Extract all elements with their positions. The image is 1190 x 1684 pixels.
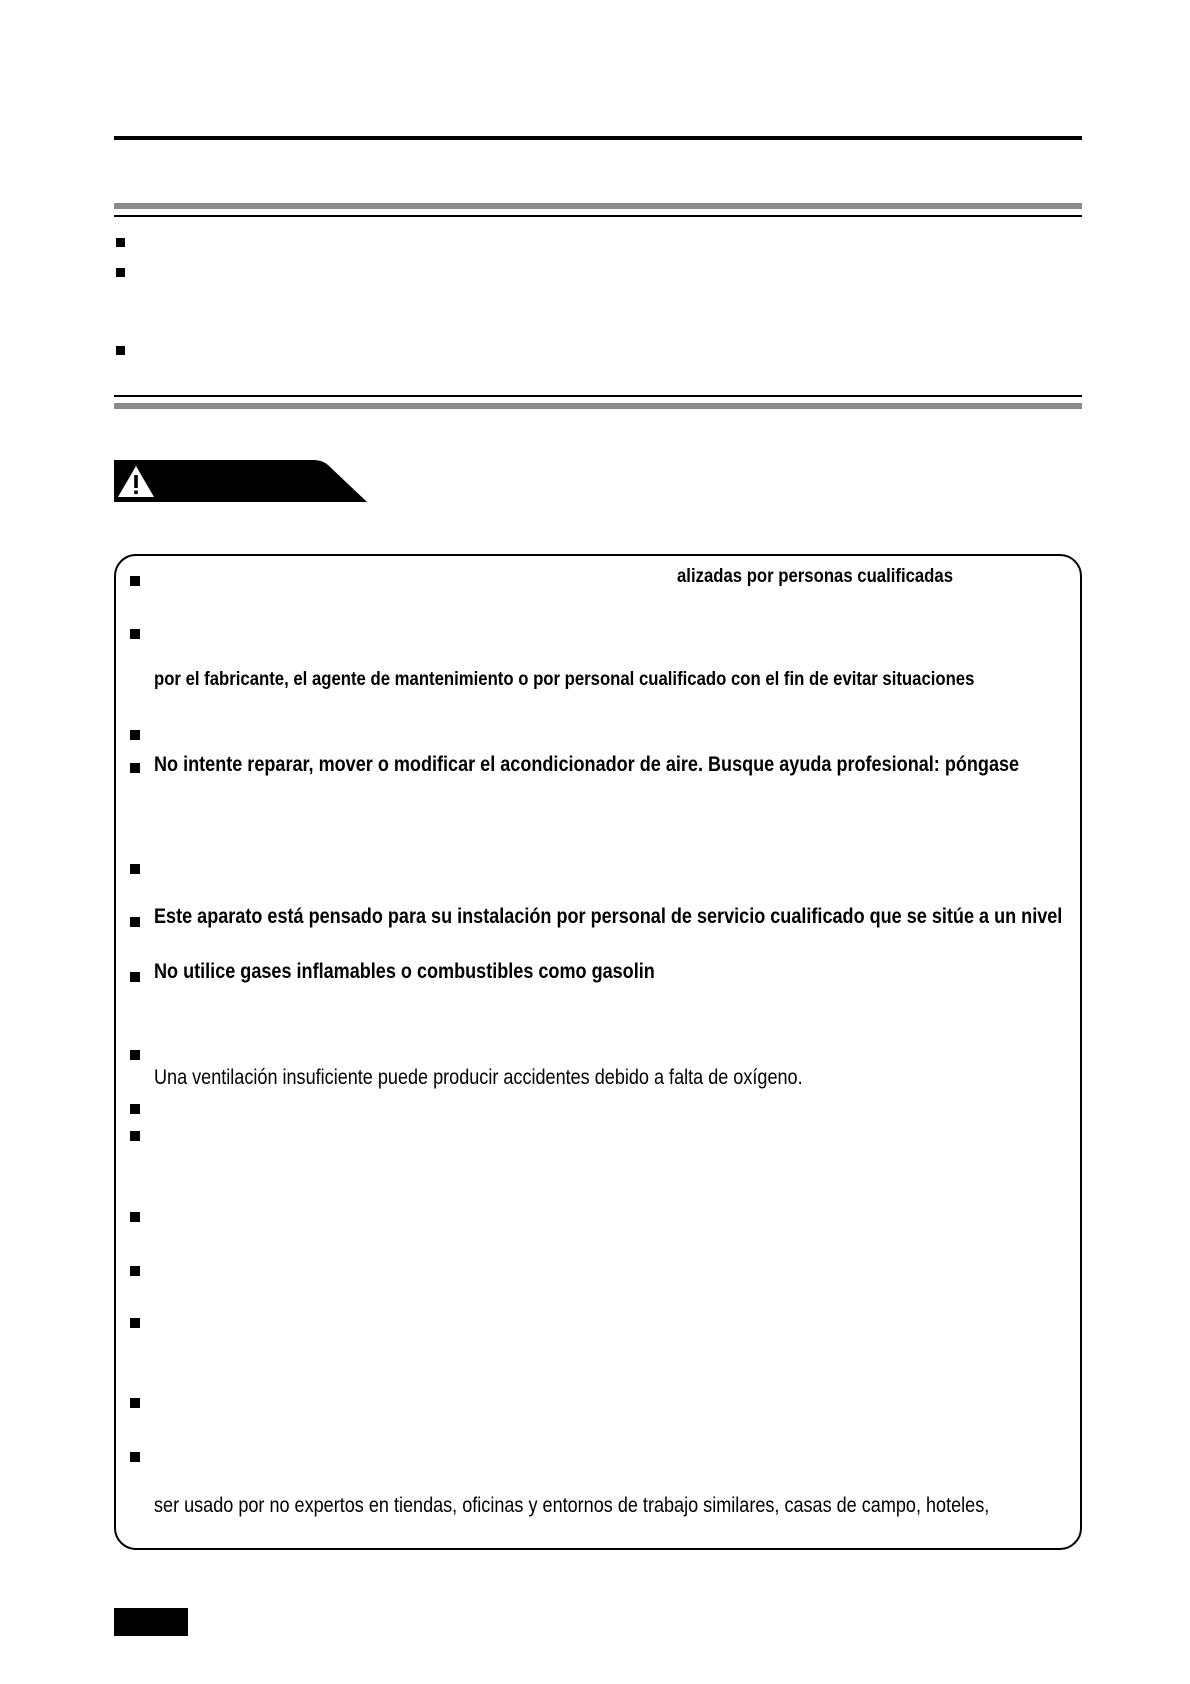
box-line-qualified-persons: alizadas por personas cualificadas — [677, 566, 954, 587]
box-bullet-13 — [130, 1318, 140, 1328]
box-bullet-3 — [130, 730, 140, 740]
box-bullet-7 — [130, 972, 140, 982]
box-bullet-11 — [130, 1212, 140, 1222]
box-line-flammable-gases: No utilice gases inflamables o combustibles como gasolin — [154, 960, 655, 983]
box-bullet-15 — [130, 1452, 140, 1462]
header-rule — [114, 136, 1082, 140]
section-rule-bottom-black — [114, 395, 1082, 397]
box-bullet-8 — [130, 1050, 140, 1060]
box-line-no-repair: No intente reparar, mover o modificar el acondicionador de aire. Busque ayuda profesional: póngase — [154, 753, 1020, 776]
warning-box — [114, 554, 1082, 1550]
box-bullet-4 — [130, 763, 140, 773]
box-bullet-2 — [130, 629, 140, 639]
box-bullet-12 — [130, 1266, 140, 1276]
box-bullet-1 — [130, 576, 140, 586]
box-bullet-10 — [130, 1131, 140, 1141]
box-bullet-6 — [130, 917, 140, 927]
section-rule-top-gray — [114, 203, 1082, 209]
top-bullet-2 — [116, 268, 125, 277]
box-line-non-experts: ser usado por no expertos en tiendas, oficinas y entornos de trabajo similares, casas de campo, hoteles, — [154, 1494, 990, 1517]
box-line-manufacturer: por el fabricante, el agente de mantenimiento o por personal cualificado con el fin de evitar situaciones — [154, 669, 975, 690]
page-number-block — [114, 1608, 188, 1636]
section-rule-bottom-gray — [114, 403, 1082, 409]
box-line-ventilation: Una ventilación insuficiente puede producir accidentes debido a falta de oxígeno. — [154, 1066, 803, 1089]
top-bullet-1 — [116, 238, 125, 247]
warning-tab — [114, 460, 367, 502]
box-bullet-9 — [130, 1104, 140, 1114]
top-bullet-3 — [116, 346, 125, 355]
box-line-installation: Este aparato está pensado para su instalación por personal de servicio cualificado que se sitúe a un nivel — [154, 905, 1063, 928]
section-rule-top-black — [114, 215, 1082, 217]
box-bullet-5 — [130, 864, 140, 874]
box-bullet-14 — [130, 1398, 140, 1408]
